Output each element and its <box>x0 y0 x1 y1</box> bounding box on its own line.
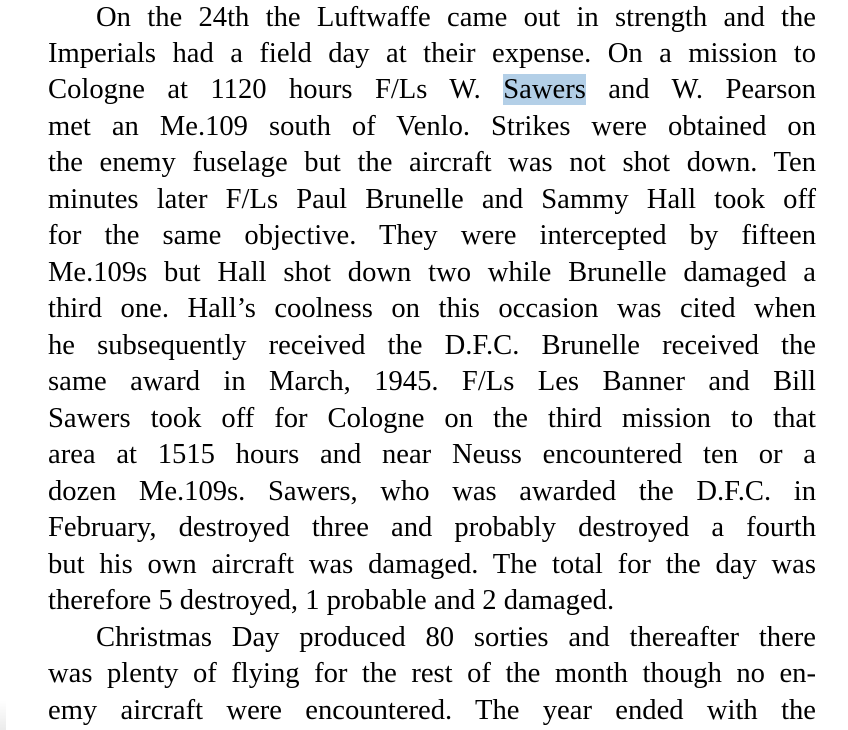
text-line: same award in March, 1945. F/Ls Les Banner and Bill <box>48 366 816 397</box>
selected-word-highlight[interactable]: Sawers <box>503 74 586 105</box>
text-line: dozen Me.109s. Sawers, who was awarded the D.F.C. in <box>48 476 816 507</box>
text-line: Christmas Day produced 80 sorties and thereafter there <box>96 622 816 653</box>
text-line-with-selection <box>48 72 816 108</box>
text-line: met an Me.109 south of Venlo. Strikes were obtained on <box>48 111 816 142</box>
text-segment: and W. Pearson <box>585 74 816 105</box>
text-segment: Cologne at 1120 hours F/Ls W. <box>48 74 504 105</box>
text-line: the enemy fuselage but the aircraft was not shot down. Ten <box>48 147 816 178</box>
text-line: Me.109s but Hall shot down two while Brunelle damaged a <box>48 257 816 288</box>
text-line: for the same objective. They were intercepted by fifteen <box>48 220 816 251</box>
text-line: but his own aircraft was damaged. The total for the day was <box>48 549 816 580</box>
text-line-cut-off: emy aircraft were encountered. The year ended with the <box>48 695 816 726</box>
text-line: Sawers took off for Cologne on the third mission to that <box>48 403 816 434</box>
text-line: Imperials had a field day at their expense. On a mission to <box>48 38 816 69</box>
text-line: third one. Hall’s coolness on this occasion was cited when <box>48 293 816 324</box>
text-line: area at 1515 hours and near Neuss encountered ten or a <box>48 439 816 470</box>
page-edge-shadow <box>0 700 6 730</box>
text-line: he subsequently received the D.F.C. Brunelle received the <box>48 330 816 361</box>
text-line: was plenty of flying for the rest of the month though no en- <box>48 658 816 689</box>
text-line-paragraph-end: therefore 5 destroyed, 1 probable and 2 damaged. <box>48 585 615 616</box>
text-line: February, destroyed three and probably destroyed a fourth <box>48 512 816 543</box>
text-line: minutes later F/Ls Paul Brunelle and Sammy Hall took off <box>48 184 816 215</box>
text-line: On the 24th the Luftwaffe came out in strength and the <box>96 2 816 33</box>
